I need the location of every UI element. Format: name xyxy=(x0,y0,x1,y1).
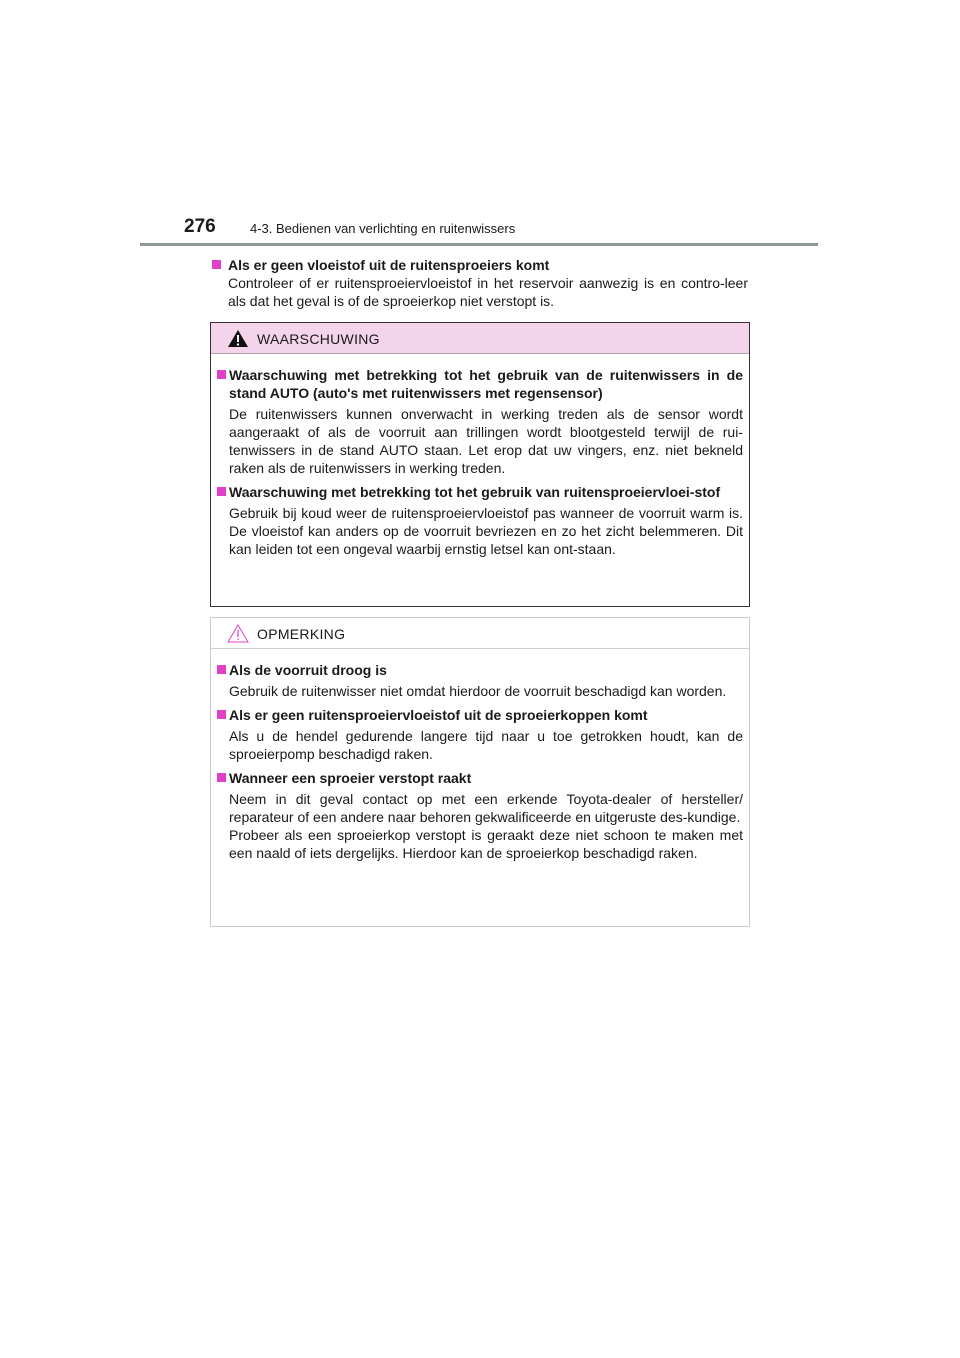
note-item-title: Als de voorruit droog is xyxy=(229,662,387,678)
chapter-title: 4-3. Bedienen van verlichting en ruitenwissers xyxy=(250,221,516,236)
note-header xyxy=(211,618,749,649)
square-bullet-icon xyxy=(217,710,226,719)
warning-item-title: Waarschuwing met betrekking tot het gebruik van de ruitenwissers in de stand AUTO (auto's met ruitenwissers met regensensor) xyxy=(229,367,743,401)
note-item-body: Neem in dit geval contact op met een erkende Toyota-dealer of hersteller/ reparateur of een andere naar behoren gekwalificeerde en uitgeruste des-kundige. xyxy=(229,791,743,825)
warning-item-body: De ruitenwissers kunnen onverwacht in werking treden als de sensor wordt aangeraakt of als de voorruit aan trillingen wordt blootgesteld terwijl de rui-tenwissers in de stand AUTO staan. Let erop dat uw vingers, enz. niet bekneld raken als de ruitenwissers in werking treden. xyxy=(229,406,743,476)
note-item xyxy=(217,769,743,862)
square-bullet-icon xyxy=(212,260,221,269)
note-label: OPMERKING xyxy=(257,626,346,642)
section-body: Controleer of er ruitensproeiervloeistof in het reservoir aanwezig is en contro-leer als dat het geval is of de sproeierkop niet verstopt is. xyxy=(228,275,748,309)
note-item-body: Als u de hendel gedurende langere tijd naar u toe getrokken houdt, kan de sproeierpomp beschadigd raken. xyxy=(229,728,743,762)
square-bullet-icon xyxy=(217,370,226,379)
section xyxy=(212,256,748,310)
warning-label: WAARSCHUWING xyxy=(257,331,380,347)
warning-item-body: Gebruik bij koud weer de ruitensproeiervloeistof pas wanneer de voorruit warm is. De vloeistof kan anders op de voorruit bevriezen en zo het zicht belemmeren. Dit kan leiden tot een ongeval waarbij ernstig letsel kan ont-staan. xyxy=(229,505,743,557)
warning-box xyxy=(210,322,750,607)
note-item-title: Wanneer een sproeier verstopt raakt xyxy=(229,770,472,786)
caution-triangle-icon xyxy=(227,624,249,643)
note-item xyxy=(217,661,743,700)
header-divider xyxy=(140,243,818,246)
square-bullet-icon xyxy=(217,487,226,496)
warning-item-title: Waarschuwing met betrekking tot het gebruik van ruitensproeiervloei-stof xyxy=(229,484,721,500)
page-header xyxy=(184,216,818,246)
square-bullet-icon xyxy=(217,665,226,674)
section-title: Als er geen vloeistof uit de ruitensproeiers komt xyxy=(212,256,748,274)
note-item-title: Als er geen ruitensproeiervloeistof uit de sproeierkoppen komt xyxy=(229,707,648,723)
warning-triangle-icon xyxy=(227,329,249,348)
square-bullet-icon xyxy=(217,773,226,782)
note-item xyxy=(217,706,743,763)
note-item-body: Gebruik de ruitenwisser niet omdat hierdoor de voorruit beschadigd kan worden. xyxy=(229,683,727,699)
warning-item xyxy=(217,483,743,558)
warning-item xyxy=(217,366,743,477)
note-box xyxy=(210,617,750,927)
page-number: 276 xyxy=(184,216,216,237)
note-item-body-2: Probeer als een sproeierkop verstopt is geraakt deze niet schoon te maken met een naald of iets dergelijks. Hierdoor kan de sproeierkop beschadigd raken. xyxy=(229,827,743,861)
warning-header xyxy=(211,323,749,354)
